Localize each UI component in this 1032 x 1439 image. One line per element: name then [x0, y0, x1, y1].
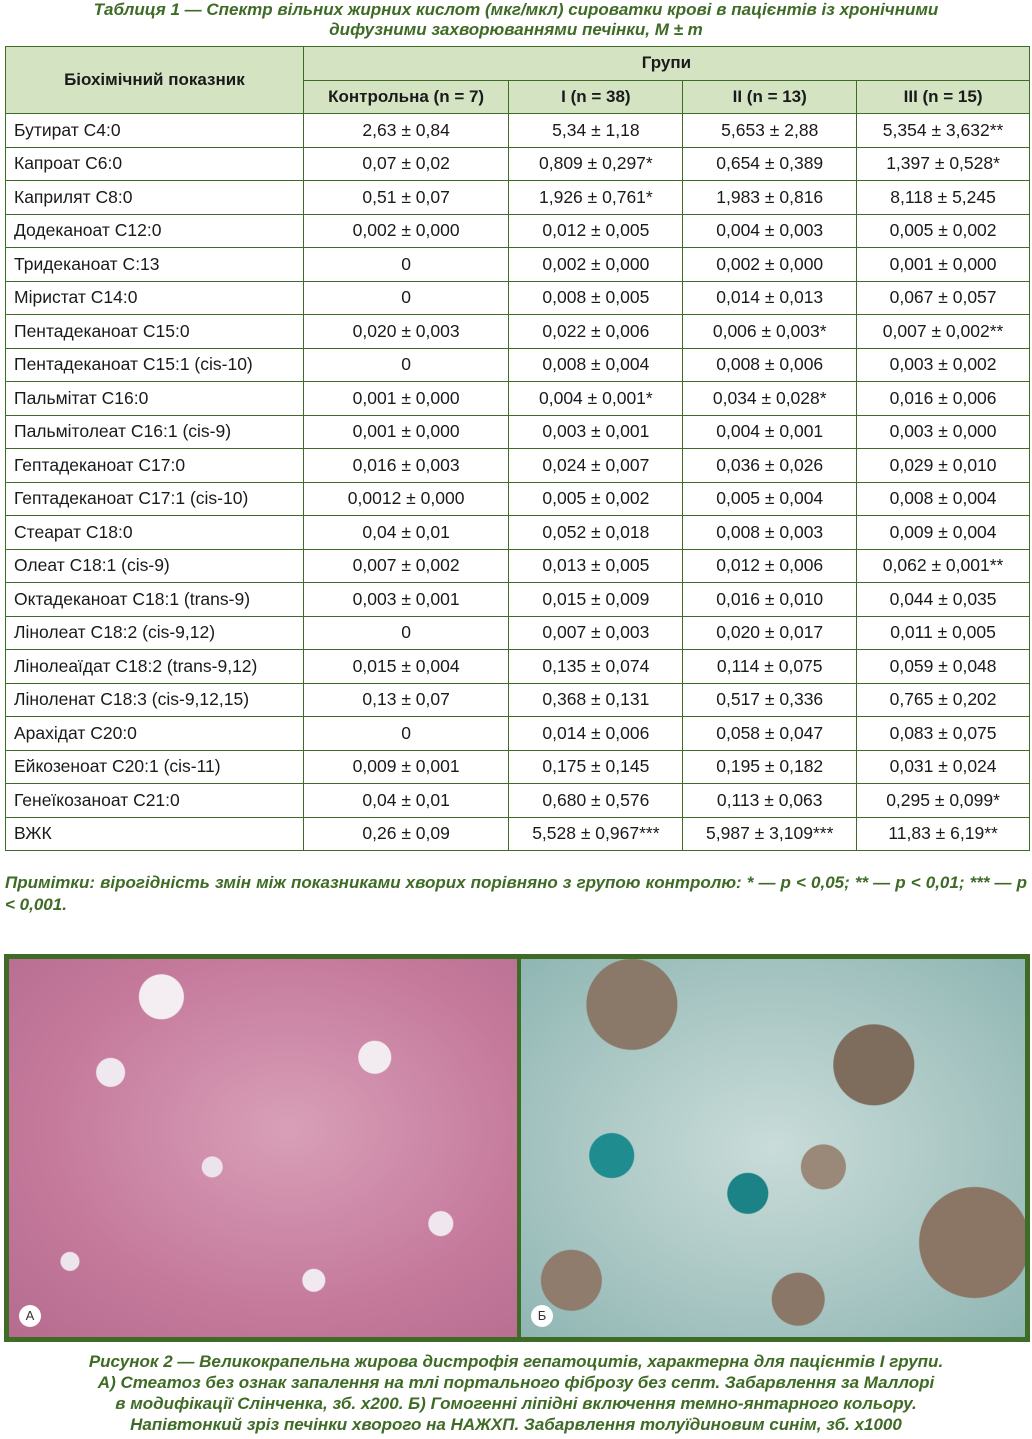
row-value-cell: 0,024 ± 0,007 — [509, 449, 683, 483]
row-value-cell: 0,005 ± 0,002 — [509, 482, 683, 516]
table-note: Примітки: вірогідність змін між показниками хворих порівняно з групою контролю: * — p < 0,05; ** — p < 0,01; *** — p < 0,001. — [5, 873, 1027, 914]
row-value-cell: 0,04 ± 0,01 — [303, 784, 509, 818]
row-value-cell: 0,014 ± 0,013 — [683, 281, 857, 315]
row-value-cell: 5,34 ± 1,18 — [509, 114, 683, 148]
row-value-cell: 0,001 ± 0,000 — [857, 248, 1030, 282]
row-value-cell: 0,005 ± 0,004 — [683, 482, 857, 516]
row-value-cell: 0,062 ± 0,001** — [857, 549, 1030, 583]
row-value-cell: 0,067 ± 0,057 — [857, 281, 1030, 315]
row-value-cell: 0,004 ± 0,003 — [683, 214, 857, 248]
table-row — [6, 717, 1030, 751]
row-value-cell: 0,034 ± 0,028* — [683, 382, 857, 416]
row-value-cell: 1,926 ± 0,761* — [509, 181, 683, 215]
row-parameter-name: Капроат С6:0 — [6, 147, 304, 181]
row-value-cell: 0,007 ± 0,002** — [857, 315, 1030, 349]
row-value-cell: 0,015 ± 0,004 — [303, 650, 509, 684]
row-parameter-name: Тридеканоат С:13 — [6, 248, 304, 282]
table-row — [6, 449, 1030, 483]
row-value-cell: 0,059 ± 0,048 — [857, 650, 1030, 684]
row-value-cell: 0,001 ± 0,000 — [303, 382, 509, 416]
row-parameter-name: Пентадеканоат С15:1 (cis-10) — [6, 348, 304, 382]
figure-caption-line-3: в модифікації Слінченка, зб. х200. Б) Гомогенні ліпідні включення темно-янтарного кольору. — [115, 1394, 917, 1413]
row-value-cell: 0,052 ± 0,018 — [509, 516, 683, 550]
table-caption-line-1: Таблиця 1 — Спектр вільних жирних кислот (мкг/мкл) сироватки крові в пацієнтів із хронічними — [93, 0, 939, 19]
header-parameter: Біохімічний показник — [6, 47, 304, 114]
table-row — [6, 382, 1030, 416]
table-row — [6, 114, 1030, 148]
row-value-cell: 8,118 ± 5,245 — [857, 181, 1030, 215]
row-value-cell: 0,016 ± 0,010 — [683, 583, 857, 617]
row-value-cell: 0,016 ± 0,006 — [857, 382, 1030, 416]
table-caption-line-2: дифузними захворюваннями печінки, M ± m — [329, 20, 703, 39]
row-value-cell: 0 — [303, 616, 509, 650]
figure-caption-line-2: А) Стеатоз без ознак запалення на тлі портального фіброзу без септ. Забарвлення за Маллорі — [97, 1373, 935, 1392]
row-value-cell: 0,007 ± 0,002 — [303, 549, 509, 583]
row-value-cell: 5,987 ± 3,109*** — [683, 817, 857, 851]
row-value-cell: 0,013 ± 0,005 — [509, 549, 683, 583]
row-value-cell: 0 — [303, 348, 509, 382]
row-value-cell: 0,009 ± 0,004 — [857, 516, 1030, 550]
row-parameter-name: Лінолеаїдат С18:2 (trans-9,12) — [6, 650, 304, 684]
row-value-cell: 0,003 ± 0,000 — [857, 415, 1030, 449]
table-row — [6, 214, 1030, 248]
figure-caption-line-4: Напівтонкий зріз печінки хворого на НАЖХП. Забарвлення толуїдиновим синім, зб. х1000 — [130, 1415, 902, 1434]
table-row — [6, 181, 1030, 215]
row-value-cell: 0,003 ± 0,002 — [857, 348, 1030, 382]
table-row — [6, 315, 1030, 349]
image-label-a: А — [19, 1305, 41, 1327]
row-parameter-name: Каприлят С8:0 — [6, 181, 304, 215]
row-value-cell: 5,528 ± 0,967*** — [509, 817, 683, 851]
row-value-cell: 0,135 ± 0,074 — [509, 650, 683, 684]
row-value-cell: 0,13 ± 0,07 — [303, 683, 509, 717]
row-value-cell: 0,002 ± 0,000 — [683, 248, 857, 282]
table-caption — [0, 0, 1032, 40]
row-value-cell: 0,51 ± 0,07 — [303, 181, 509, 215]
row-value-cell: 0 — [303, 281, 509, 315]
row-value-cell: 0,517 ± 0,336 — [683, 683, 857, 717]
row-value-cell: 0 — [303, 248, 509, 282]
row-value-cell: 0,004 ± 0,001 — [683, 415, 857, 449]
row-value-cell: 0,004 ± 0,001* — [509, 382, 683, 416]
table-row — [6, 583, 1030, 617]
column-header: II (n = 13) — [683, 80, 857, 114]
row-parameter-name: Олеат С18:1 (cis-9) — [6, 549, 304, 583]
row-value-cell: 0,007 ± 0,003 — [509, 616, 683, 650]
row-parameter-name: ВЖК — [6, 817, 304, 851]
row-value-cell: 0,003 ± 0,001 — [509, 415, 683, 449]
row-value-cell: 0,016 ± 0,003 — [303, 449, 509, 483]
row-value-cell: 0,001 ± 0,000 — [303, 415, 509, 449]
row-value-cell: 0,195 ± 0,182 — [683, 750, 857, 784]
row-parameter-name: Пальмітат С16:0 — [6, 382, 304, 416]
row-value-cell: 0,07 ± 0,02 — [303, 147, 509, 181]
row-parameter-name: Бутират С4:0 — [6, 114, 304, 148]
image-label-b: Б — [531, 1305, 553, 1327]
row-value-cell: 0,368 ± 0,131 — [509, 683, 683, 717]
row-value-cell: 0,003 ± 0,001 — [303, 583, 509, 617]
table-row — [6, 281, 1030, 315]
row-value-cell: 0,029 ± 0,010 — [857, 449, 1030, 483]
table-row — [6, 650, 1030, 684]
row-value-cell: 0,022 ± 0,006 — [509, 315, 683, 349]
row-value-cell: 0,008 ± 0,004 — [509, 348, 683, 382]
table-body — [6, 114, 1030, 851]
table-row — [6, 784, 1030, 818]
row-value-cell: 0,020 ± 0,017 — [683, 616, 857, 650]
table-row — [6, 482, 1030, 516]
column-header: III (n = 15) — [857, 80, 1030, 114]
figure-panel — [4, 954, 1030, 1342]
row-value-cell: 0,295 ± 0,099* — [857, 784, 1030, 818]
row-value-cell: 0,0012 ± 0,000 — [303, 482, 509, 516]
histology-image-b — [521, 959, 1025, 1337]
row-parameter-name: Додеканоат С12:0 — [6, 214, 304, 248]
row-value-cell: 0,809 ± 0,297* — [509, 147, 683, 181]
row-value-cell: 0,012 ± 0,005 — [509, 214, 683, 248]
column-header: I (n = 38) — [509, 80, 683, 114]
header-groups: Групи — [303, 47, 1029, 81]
row-parameter-name: Пальмітолеат С16:1 (cis-9) — [6, 415, 304, 449]
row-value-cell: 0,020 ± 0,003 — [303, 315, 509, 349]
row-parameter-name: Гептадеканоат С17:1 (cis-10) — [6, 482, 304, 516]
row-value-cell: 0,014 ± 0,006 — [509, 717, 683, 751]
row-value-cell: 11,83 ± 6,19** — [857, 817, 1030, 851]
figure-caption — [0, 1351, 1032, 1435]
row-value-cell: 0,008 ± 0,003 — [683, 516, 857, 550]
row-value-cell: 0,009 ± 0,001 — [303, 750, 509, 784]
row-parameter-name: Стеарат С18:0 — [6, 516, 304, 550]
row-value-cell: 0,011 ± 0,005 — [857, 616, 1030, 650]
row-value-cell: 1,983 ± 0,816 — [683, 181, 857, 215]
row-value-cell: 0,654 ± 0,389 — [683, 147, 857, 181]
row-parameter-name: Октадеканоат С18:1 (trans-9) — [6, 583, 304, 617]
row-value-cell: 0,008 ± 0,004 — [857, 482, 1030, 516]
table-row — [6, 415, 1030, 449]
row-value-cell: 0,002 ± 0,000 — [509, 248, 683, 282]
row-value-cell: 0,114 ± 0,075 — [683, 650, 857, 684]
table-row — [6, 616, 1030, 650]
row-parameter-name: Пентадеканоат С15:0 — [6, 315, 304, 349]
row-value-cell: 0,680 ± 0,576 — [509, 784, 683, 818]
row-value-cell: 0,005 ± 0,002 — [857, 214, 1030, 248]
row-value-cell: 0,012 ± 0,006 — [683, 549, 857, 583]
row-value-cell: 0,765 ± 0,202 — [857, 683, 1030, 717]
row-value-cell: 5,653 ± 2,88 — [683, 114, 857, 148]
table-row — [6, 750, 1030, 784]
row-parameter-name: Міристат С14:0 — [6, 281, 304, 315]
histology-image-a — [9, 959, 517, 1337]
row-value-cell: 0,175 ± 0,145 — [509, 750, 683, 784]
figure-caption-line-1: Рисунок 2 — Великокрапельна жирова дистрофія гепатоцитів, характерна для пацієнтів I групи. — [88, 1352, 944, 1371]
row-value-cell: 0,113 ± 0,063 — [683, 784, 857, 818]
row-value-cell: 0,044 ± 0,035 — [857, 583, 1030, 617]
table-row — [6, 516, 1030, 550]
row-value-cell: 0,002 ± 0,000 — [303, 214, 509, 248]
row-parameter-name: Лінолеат С18:2 (cis-9,12) — [6, 616, 304, 650]
row-parameter-name: Арахідат С20:0 — [6, 717, 304, 751]
table-row — [6, 549, 1030, 583]
row-value-cell: 0,008 ± 0,005 — [509, 281, 683, 315]
table-row — [6, 248, 1030, 282]
row-value-cell: 0,015 ± 0,009 — [509, 583, 683, 617]
fatty-acids-table — [5, 46, 1030, 851]
row-parameter-name: Генеїкозаноат С21:0 — [6, 784, 304, 818]
row-value-cell: 0,008 ± 0,006 — [683, 348, 857, 382]
row-value-cell: 1,397 ± 0,528* — [857, 147, 1030, 181]
table-row — [6, 348, 1030, 382]
table-row — [6, 817, 1030, 851]
table-row — [6, 683, 1030, 717]
row-value-cell: 0,26 ± 0,09 — [303, 817, 509, 851]
row-parameter-name: Ейкозеноат С20:1 (cis-11) — [6, 750, 304, 784]
table-row — [6, 147, 1030, 181]
row-parameter-name: Ліноленат С18:3 (cis-9,12,15) — [6, 683, 304, 717]
column-header: Контрольна (n = 7) — [303, 80, 509, 114]
row-parameter-name: Гептадеканоат С17:0 — [6, 449, 304, 483]
row-value-cell: 0 — [303, 717, 509, 751]
row-value-cell: 5,354 ± 3,632** — [857, 114, 1030, 148]
row-value-cell: 0,058 ± 0,047 — [683, 717, 857, 751]
row-value-cell: 0,036 ± 0,026 — [683, 449, 857, 483]
row-value-cell: 0,04 ± 0,01 — [303, 516, 509, 550]
row-value-cell: 2,63 ± 0,84 — [303, 114, 509, 148]
row-value-cell: 0,006 ± 0,003* — [683, 315, 857, 349]
row-value-cell: 0,083 ± 0,075 — [857, 717, 1030, 751]
row-value-cell: 0,031 ± 0,024 — [857, 750, 1030, 784]
